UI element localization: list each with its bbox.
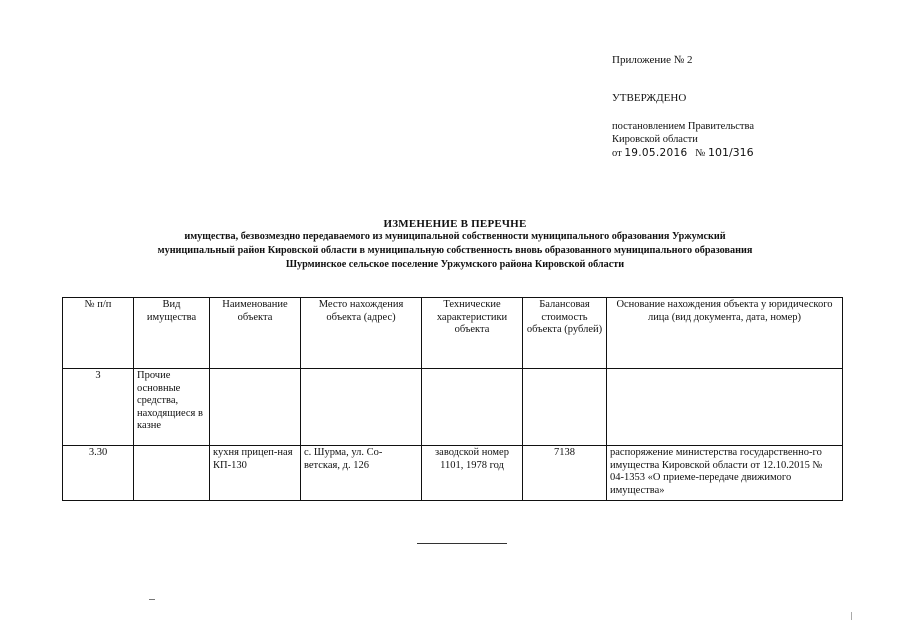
title-line-2: муниципальный район Кировской области в муниципальную собственность вновь образованного муниципального образования bbox=[157, 245, 753, 256]
decree-line-1: постановлением Правительства bbox=[612, 121, 755, 132]
decree-date: 19.05.2016 bbox=[624, 147, 688, 159]
table-cell bbox=[607, 369, 843, 446]
appendix-label: Приложение № 2 bbox=[612, 54, 693, 66]
column-header-specs: Технические характеристики объекта bbox=[422, 298, 523, 369]
decree-line-3 bbox=[612, 146, 754, 160]
approved-label: УТВЕРЖДЕНО bbox=[612, 92, 687, 104]
table-cell: кухня прицеп-ная КП-130 bbox=[210, 446, 301, 501]
table-cell: 3.30 bbox=[63, 446, 134, 501]
table-cell: заводской номер 1101, 1978 год bbox=[422, 446, 523, 501]
document-title bbox=[60, 218, 850, 272]
table-cell: 7138 bbox=[523, 446, 607, 501]
table-cell bbox=[523, 369, 607, 446]
table-cell: 3 bbox=[63, 369, 134, 446]
column-header-name: Наименование объекта bbox=[210, 298, 301, 369]
table-cell: Прочие основные средства, находящиеся в казне bbox=[134, 369, 210, 446]
title-line-1: имущества, безвозмездно передаваемого из муниципальной собственности муниципального образования Уржумский bbox=[184, 231, 726, 242]
end-rule bbox=[417, 543, 507, 544]
title-line-3: Шурминское сельское поселение Уржумского района Кировской области bbox=[285, 259, 625, 270]
table-cell: с. Шурма, ул. Со-ветская, д. 126 bbox=[301, 446, 422, 501]
decree-number: 101/316 bbox=[707, 146, 754, 159]
table-cell bbox=[301, 369, 422, 446]
decree-reference bbox=[612, 120, 754, 160]
table-row bbox=[63, 446, 843, 501]
decree-number-sign: № bbox=[695, 148, 706, 159]
decree-line-2: Кировской области bbox=[612, 134, 698, 145]
table-cell bbox=[422, 369, 523, 446]
table-header-row bbox=[63, 298, 843, 369]
table-row bbox=[63, 369, 843, 446]
scan-mark bbox=[851, 612, 852, 620]
column-header-address: Место нахождения объекта (адрес) bbox=[301, 298, 422, 369]
decree-prefix: от bbox=[612, 148, 622, 159]
property-table bbox=[62, 297, 843, 501]
table-cell bbox=[210, 369, 301, 446]
column-header-value: Балансовая стоимость объекта (рублей) bbox=[523, 298, 607, 369]
column-header-basis: Основание нахождения объекта у юридического лица (вид документа, дата, номер) bbox=[607, 298, 843, 369]
table-cell bbox=[134, 446, 210, 501]
table-cell: распоряжение министерства государственно-го имущества Кировской области от 12.10.2015 № 04-1353 «О приеме-передаче движимого имущества» bbox=[607, 446, 843, 501]
scan-mark bbox=[149, 599, 155, 600]
column-header-number: № п/п bbox=[63, 298, 134, 369]
title-main: ИЗМЕНЕНИЕ В ПЕРЕЧНЕ bbox=[383, 218, 527, 230]
column-header-type: Вид имущества bbox=[134, 298, 210, 369]
